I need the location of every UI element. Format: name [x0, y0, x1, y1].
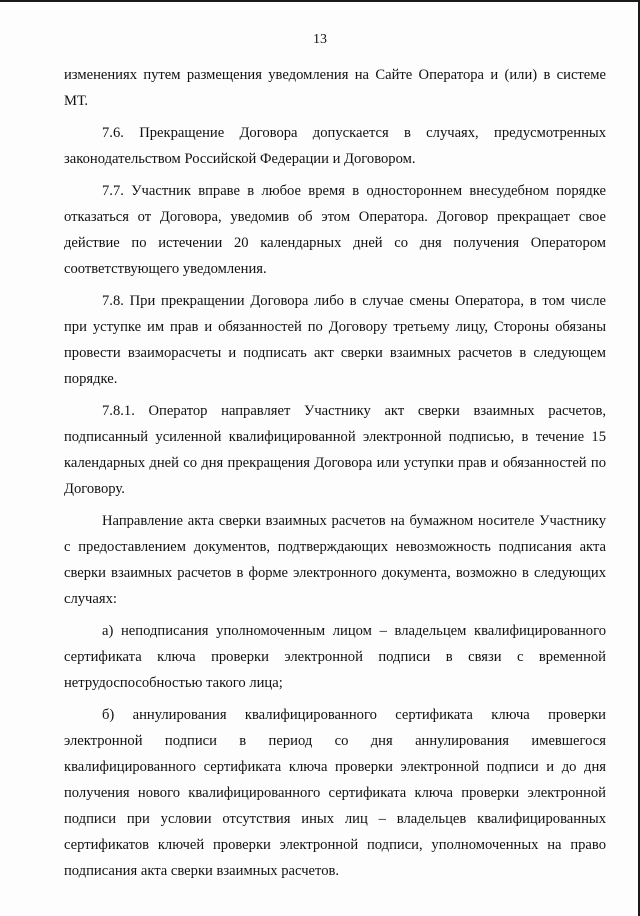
paragraph-paper-delivery: Направление акта сверки взаимных расчетов на бумажном носителе Участнику с предоставлением документов, подтверждающих невозможность подписания акта сверки взаимных расчетов в форме электронного документа, возможно в следующих случаях: [64, 513, 606, 607]
paragraph-continuation: изменениях путем размещения уведомления на Сайте Оператора и (или) в системе МТ. [64, 67, 606, 109]
paragraph-7-7: 7.7. Участник вправе в любое время в одностороннем внесудебном порядке отказаться от Договора, уведомив об этом Оператора. Договор прекращает свое действие по истечении 20 календарных дней со дня получения Оператором соответствующего уведомления. [64, 183, 606, 277]
paragraph-case-a: а) неподписания уполномоченным лицом – владельцем квалифицированного сертификата ключа проверки электронной подписи в связи с временной нетрудоспособностью такого лица; [64, 623, 606, 691]
paragraph-7-8: 7.8. При прекращении Договора либо в случае смены Оператора, в том числе при уступке им прав и обязанностей по Договору третьему лицу, Стороны обязаны провести взаиморасчеты и подписать акт сверки взаимных расчетов в следующем порядке. [64, 293, 606, 387]
paragraph-7-8-1: 7.8.1. Оператор направляет Участнику акт сверки взаимных расчетов, подписанный усиленной квалифицированной электронной подписью, в течение 15 календарных дней со дня прекращения Договора или уступки прав и обязанностей по Договору. [64, 403, 606, 497]
paragraph-case-b: б) аннулирования квалифицированного сертификата ключа проверки электронной подписи в период со дня аннулирования имевшегося квалифицированного сертификата ключа проверки электронной подписи и до дня получения нового квалифицированного сертификата ключа проверки электронной подписи при условии отсутствия иных лиц – владельцев квалифицированных сертификатов ключей проверки электронной подписи, уполномоченных на право подписания акта сверки взаимных расчетов. [64, 707, 606, 879]
paragraph-7-6: 7.6. Прекращение Договора допускается в случаях, предусмотренных законодательством Российской Федерации и Договором. [64, 125, 606, 167]
scan-edge-top [0, 0, 640, 2]
page-number: 13 [313, 32, 327, 47]
document-body [64, 62, 606, 890]
